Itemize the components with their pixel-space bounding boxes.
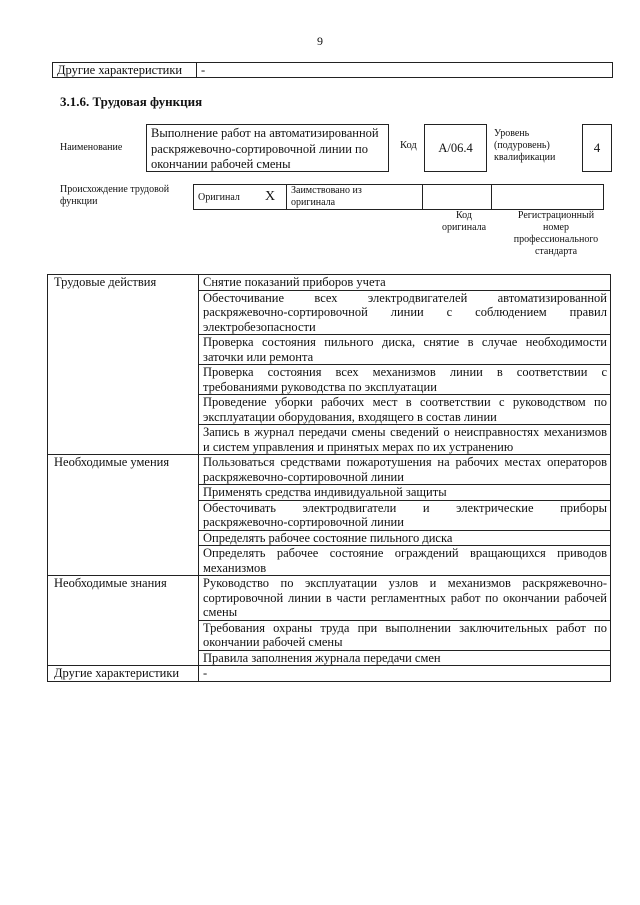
row-item-line: Обесточивать электродвигатели и электрические приборы <box>203 500 607 515</box>
original-code-caption-line: оригинала <box>441 222 487 233</box>
origin-label-line: Происхождение трудовой <box>60 184 170 195</box>
row-item-line: Требования охраны труда при выполнении заключительных работ по <box>203 620 607 635</box>
borrowed-label-line: оригинала <box>291 197 336 208</box>
row-category: Необходимые знания <box>48 576 199 666</box>
qualification-level-box <box>582 124 612 172</box>
original-code-caption <box>434 210 494 234</box>
row-item <box>199 395 611 425</box>
row-item-line: Пользоваться средствами пожаротушения на рабочих местах операторов <box>203 455 607 469</box>
row-item <box>199 290 611 335</box>
row-item <box>199 666 611 682</box>
row-item <box>199 500 611 530</box>
row-item <box>199 335 611 365</box>
page-number: 9 <box>317 34 323 48</box>
section-title: 3.1.6. Трудовая функция <box>60 94 203 109</box>
borrowed-label-line: Заимствовано из <box>291 185 362 196</box>
row-item-line: раскряжевочно-сортировочной линии <box>203 515 404 529</box>
name-label: Наименование <box>60 142 123 153</box>
registration-caption-line: стандарта <box>534 246 578 257</box>
row-item-line: Обесточивание всех электродвигателей автоматизированной <box>203 290 607 305</box>
row-item-line: эксплуатации оборудования, входящего в состав линии <box>203 409 497 424</box>
registration-caption-line: номер <box>543 222 569 233</box>
row-item <box>199 546 611 576</box>
row-item-line: и систем управления и принятых мерах по их устранению <box>203 439 514 454</box>
row-item-line: Проверка состояния пильного диска, снятие в случае необходимости <box>203 335 607 349</box>
row-item-line: требованиями руководства по эксплуатации <box>203 379 437 394</box>
table-row <box>48 576 611 621</box>
registration-caption-line: Регистрационный <box>517 210 595 221</box>
registration-caption-line: профессионального <box>513 234 599 245</box>
function-code-box <box>424 124 487 172</box>
original-code-cell <box>423 185 492 210</box>
row-item <box>199 275 611 291</box>
function-name-line: окончании рабочей смены <box>151 157 291 171</box>
qualification-level: 4 <box>593 140 601 155</box>
row-item <box>199 530 611 546</box>
function-name-line: Выполнение работ на автоматизированной <box>151 126 379 140</box>
row-item <box>199 620 611 650</box>
original-label: Оригинал <box>194 185 255 210</box>
row-item <box>199 576 611 621</box>
registration-number-cell <box>492 185 604 210</box>
qualification-level-label-line: квалификации <box>494 152 556 163</box>
row-item-line: Правила заполнения журнала передачи смен <box>203 650 441 665</box>
row-item-line: Определять рабочее состояние ограждений вращающихся приводов <box>203 546 607 560</box>
row-category: Другие характеристики <box>48 666 199 682</box>
origin-label-line: функции <box>60 196 98 207</box>
function-code: А/06.4 <box>438 140 473 155</box>
row-item-line: Запись в журнал передачи смены сведений о неисправностях механизмов <box>203 425 607 439</box>
origin-table <box>193 184 604 210</box>
other-characteristics-label: Другие характеристики <box>53 63 197 78</box>
row-item-line: Применять средства индивидуальной защиты <box>203 485 447 499</box>
code-label: Код <box>400 140 417 151</box>
row-item-line: Руководство по эксплуатации узлов и механизмов раскряжевочно- <box>203 576 607 590</box>
row-item-line: Снятие показаний приборов учета <box>203 275 386 289</box>
table-row <box>48 666 611 682</box>
origin-label <box>60 184 169 208</box>
row-item-line: смены <box>203 605 238 619</box>
row-category: Трудовые действия <box>48 275 199 455</box>
row-item-line: механизмов <box>203 560 267 575</box>
qualification-level-label-line: Уровень <box>494 128 530 139</box>
row-item-line: Определять рабочее состояние пильного диска <box>203 530 453 545</box>
row-category: Необходимые умения <box>48 455 199 576</box>
row-item <box>199 365 611 395</box>
registration-number-caption <box>500 210 612 258</box>
row-item <box>199 425 611 455</box>
qualification-level-label-line: (подуровень) <box>494 140 550 151</box>
row-item <box>199 650 611 666</box>
row-item <box>199 485 611 501</box>
original-mark: X <box>254 185 287 210</box>
row-item-line: сортировочной линии в части регламентных работ по окончании рабочей <box>203 590 607 605</box>
labor-function-table <box>47 274 611 682</box>
row-item-line: раскряжевочно-сортировочной линии с соблюдением правил <box>203 305 607 319</box>
row-item-line: заточки или ремонта <box>203 349 314 364</box>
row-item-line: - <box>203 666 208 680</box>
function-name-box <box>146 124 389 172</box>
row-item-line: Проверка состояния всех механизмов линии в соответствии с <box>203 365 607 379</box>
function-name-line: раскряжевочно-сортировочной линии по <box>151 141 368 156</box>
row-item-line: раскряжевочно-сортировочной линии <box>203 469 404 484</box>
other-characteristics-value: - <box>197 63 613 78</box>
original-code-caption-line: Код <box>456 210 472 221</box>
table-row <box>48 455 611 485</box>
row-item-line: Проведение уборки рабочих мест в соответствии с руководством по <box>203 395 607 409</box>
table-row <box>48 275 611 291</box>
other-characteristics-row-top <box>52 62 613 78</box>
borrowed-from-original <box>287 185 423 210</box>
row-item-line: электробезопасности <box>203 319 316 334</box>
row-item <box>199 455 611 485</box>
qualification-level-label <box>494 128 555 164</box>
row-item-line: окончании рабочей смены <box>203 635 343 649</box>
